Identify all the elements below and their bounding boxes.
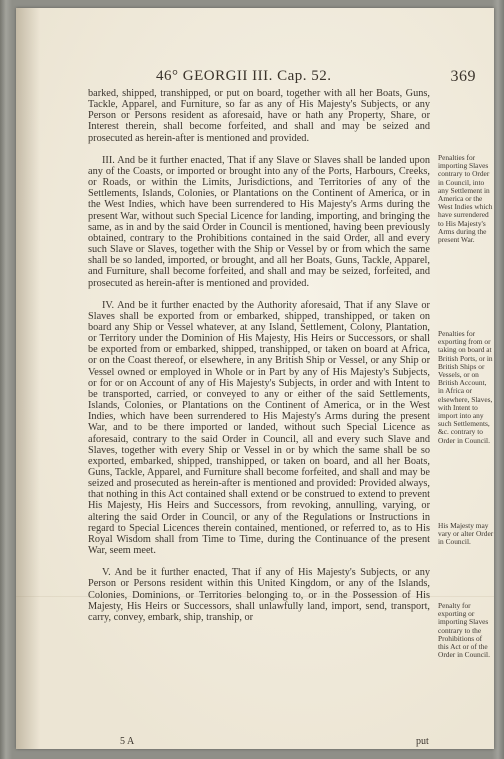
margin-note-section-iii: Penalties for importing Slaves contrary to Order in Council, into any Settlement in America or the West Indies which have surrendered to His Majesty's Arms during the present War. [438, 153, 493, 245]
section-iv: IV. And be it further enacted by the Authority aforesaid, That if any Slave or Slaves shall be exported from or embarked, shipped, transhipped, or taken on board any Ship or Vessel whatever, at any Island, Settlement, Colony, Plantation, or Territory under the Dominion of His Majesty, His Heirs or Successors, or shall be exported from or embarked, shipped, transhipped, or taken on board at Africa, or on the Coast thereof, or elsewhere, in any British Ship or Vessel, or any Ship or Vessel owned or employed in Whole or in Part by any of His Majesty's Subjects, or for or on Account of any of His Majesty's Subjects, in order and with Intent to be transported, carried, or conveyed to any or either of the said Settlements, Islands, Colonies, or Plantations on the Continent of America, or in the West Indies, which have been surrendered to His Majesty's Arms during the present War, and to be there imported or landed, without such Special Licence as aforesaid, contrary to the said Order in Council, all and every such Slave and Slaves, together with every Ship or Vessel in or by which the same shall be so exported, embarked, shipped, transhipped, or taken on board, and all her Boats, Guns, Tackle, Apparel, and Furniture shall become forfeited, and shall and may be seized and prosecuted as herein-after is mentioned and provided: Provided always, that nothing in this Act contained shall extend or be construed to extend to prevent His Majesty, His Heirs and Successors, from revoking, annulling, varying, or altering the said Order in Council, or any of the Regulations or Instructions in regard to Special Licences therein contained, mentioned, or referred to, as to His Royal Wisdom shall from Time to Time, during the Continuance of the present War, seem meet. [88, 299, 430, 557]
book-page [16, 8, 494, 749]
margin-note-section-v: Penalty for exporting or importing Slaves contrary to the Prohibitions of this Act or of the Order in Council. [438, 601, 490, 660]
section-iii: III. And be it further enacted, That if any Slave or Slaves shall be landed upon any of the Coasts, or imported or brought into any of the Ports, Harbours, Creeks, or Roads, or within the Limits, Jurisdictions, and Territories of any of the Settlements, Islands, Colonies, or Plantations on the Continent of America, or in the West Indies, which have been surrendered to His Majesty's Arms during the present War, without such Special Licence for landing, importing, and bringing the same, as in and by the said Order in Council is mentioned, having been previously obtained, contrary to the Prohibitions contained in the said Order, all and every such Slave or Slaves, together with the Ship or Vessel by or from which the same shall be so landed, imported, or brought, and all her Boats, Guns, Tackle, Apparel, and Furniture, shall become forfeited, and shall and may be seized, forfeited, and prosecuted as herein-after is mentioned and provided. [88, 154, 430, 289]
body-text [88, 88, 430, 623]
running-title: 46° GEORGII III. Cap. 52. [156, 68, 332, 84]
page-number: 369 [450, 68, 476, 85]
section-v: V. And be it further enacted, That if any of His Majesty's Subjects, or any Person or Persons resident within this United Kingdom, or any of the Islands, Colonies, Dominions, or Territories belonging to, or in the Possession of His Majesty, His Heirs or Successors, shall unlawfully land, import, send, transport, carry, convey, embark, ship, tranship, or [88, 567, 430, 623]
margin-note-section-iv-proviso: His Majesty may vary or alter Order in Council. [438, 521, 494, 547]
page-gutter-shadow [16, 8, 40, 749]
margin-note-section-iv: Penalties for exporting from or taking on board at British Ports, or in British Ships or Vessels, or on British Account, in Africa or elsewhere, Slaves, with Intent to import into any such Settlements, &c. contrary to Order in Council. [438, 329, 493, 445]
continuation-paragraph: barked, shipped, transhipped, or put on board, together with all her Boats, Guns, Tackle, Apparel, and Furniture, so far as any of His Majesty's Subjects, or any Person or Persons resident as aforesaid, have or hath any Property, Share, or Interest therein, shall become forfeited, and shall and may be seized and prosecuted as herein-after is mentioned and provided. [88, 88, 430, 144]
signature-mark: 5 A [120, 736, 135, 747]
catchword: put [416, 736, 429, 747]
